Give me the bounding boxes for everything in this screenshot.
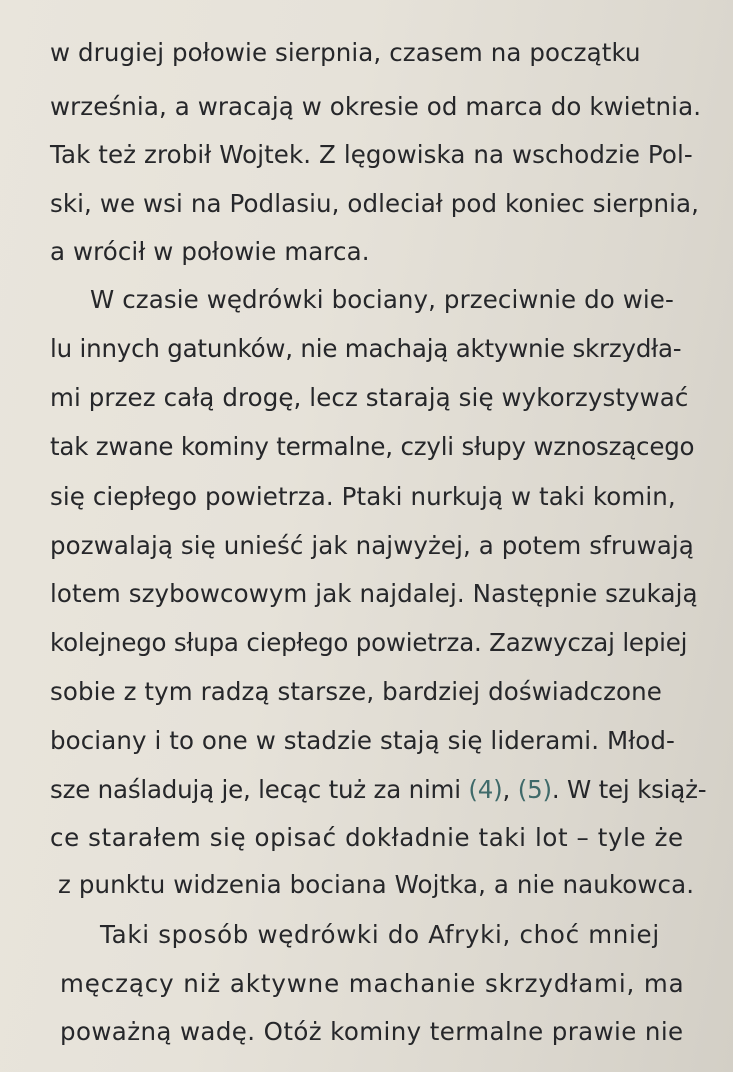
text-line: września, a wracają w okresie od marca do kwietnia. [50, 92, 702, 121]
text-line: pozwalają się unieść jak najwyżej, a potem sfruwają [50, 531, 694, 560]
text-line: Taki sposób wędrówki do Afryki, choć mniej [100, 920, 660, 949]
text-line: męczący niż aktywne machanie skrzydłami, ma [60, 969, 685, 998]
text-line: tak zwane kominy termalne, czyli słupy wznoszącego [50, 432, 695, 461]
text-line-with-references [50, 775, 707, 805]
text-line: lu innych gatunków, nie machają aktywnie skrzydła- [50, 334, 682, 363]
text-line: kolejnego słupa ciepłego powietrza. Zazwyczaj lepiej [50, 628, 688, 657]
text-segment: sze naśladują je, lecąc tuż za nimi [50, 775, 469, 804]
text-segment: . W tej książ- [551, 775, 707, 804]
text-line: bociany i to one w stadzie stają się liderami. Młod- [50, 726, 675, 755]
text-line: sobie z tym radzą starsze, bardziej doświadczone [50, 677, 662, 706]
text-line: poważną wadę. Otóż kominy termalne prawie nie [60, 1017, 684, 1046]
reference-link-4[interactable]: (4) [468, 775, 503, 804]
reference-link-5[interactable]: (5) [517, 775, 552, 804]
text-line: ce starałem się opisać dokładnie taki lot – tyle że [50, 823, 684, 852]
text-segment: , [502, 775, 518, 804]
text-line: ski, we wsi na Podlasiu, odleciał pod koniec sierpnia, [50, 189, 700, 218]
text-line: z punktu widzenia bociana Wojtka, a nie naukowca. [58, 870, 695, 899]
text-line: a wrócił w połowie marca. [50, 237, 370, 266]
text-line: mi przez całą drogę, lecz starają się wykorzystywać [50, 383, 689, 412]
text-line: się ciepłego powietrza. Ptaki nurkują w taki komin, [50, 482, 676, 511]
text-line: W czasie wędrówki bociany, przeciwnie do wie- [90, 285, 674, 314]
text-line: Tak też zrobił Wojtek. Z lęgowiska na wschodzie Pol- [50, 140, 693, 169]
text-line: lotem szybowcowym jak najdalej. Następnie szukają [50, 579, 698, 608]
text-line: w drugiej połowie sierpnia, czasem na początku [50, 38, 641, 67]
